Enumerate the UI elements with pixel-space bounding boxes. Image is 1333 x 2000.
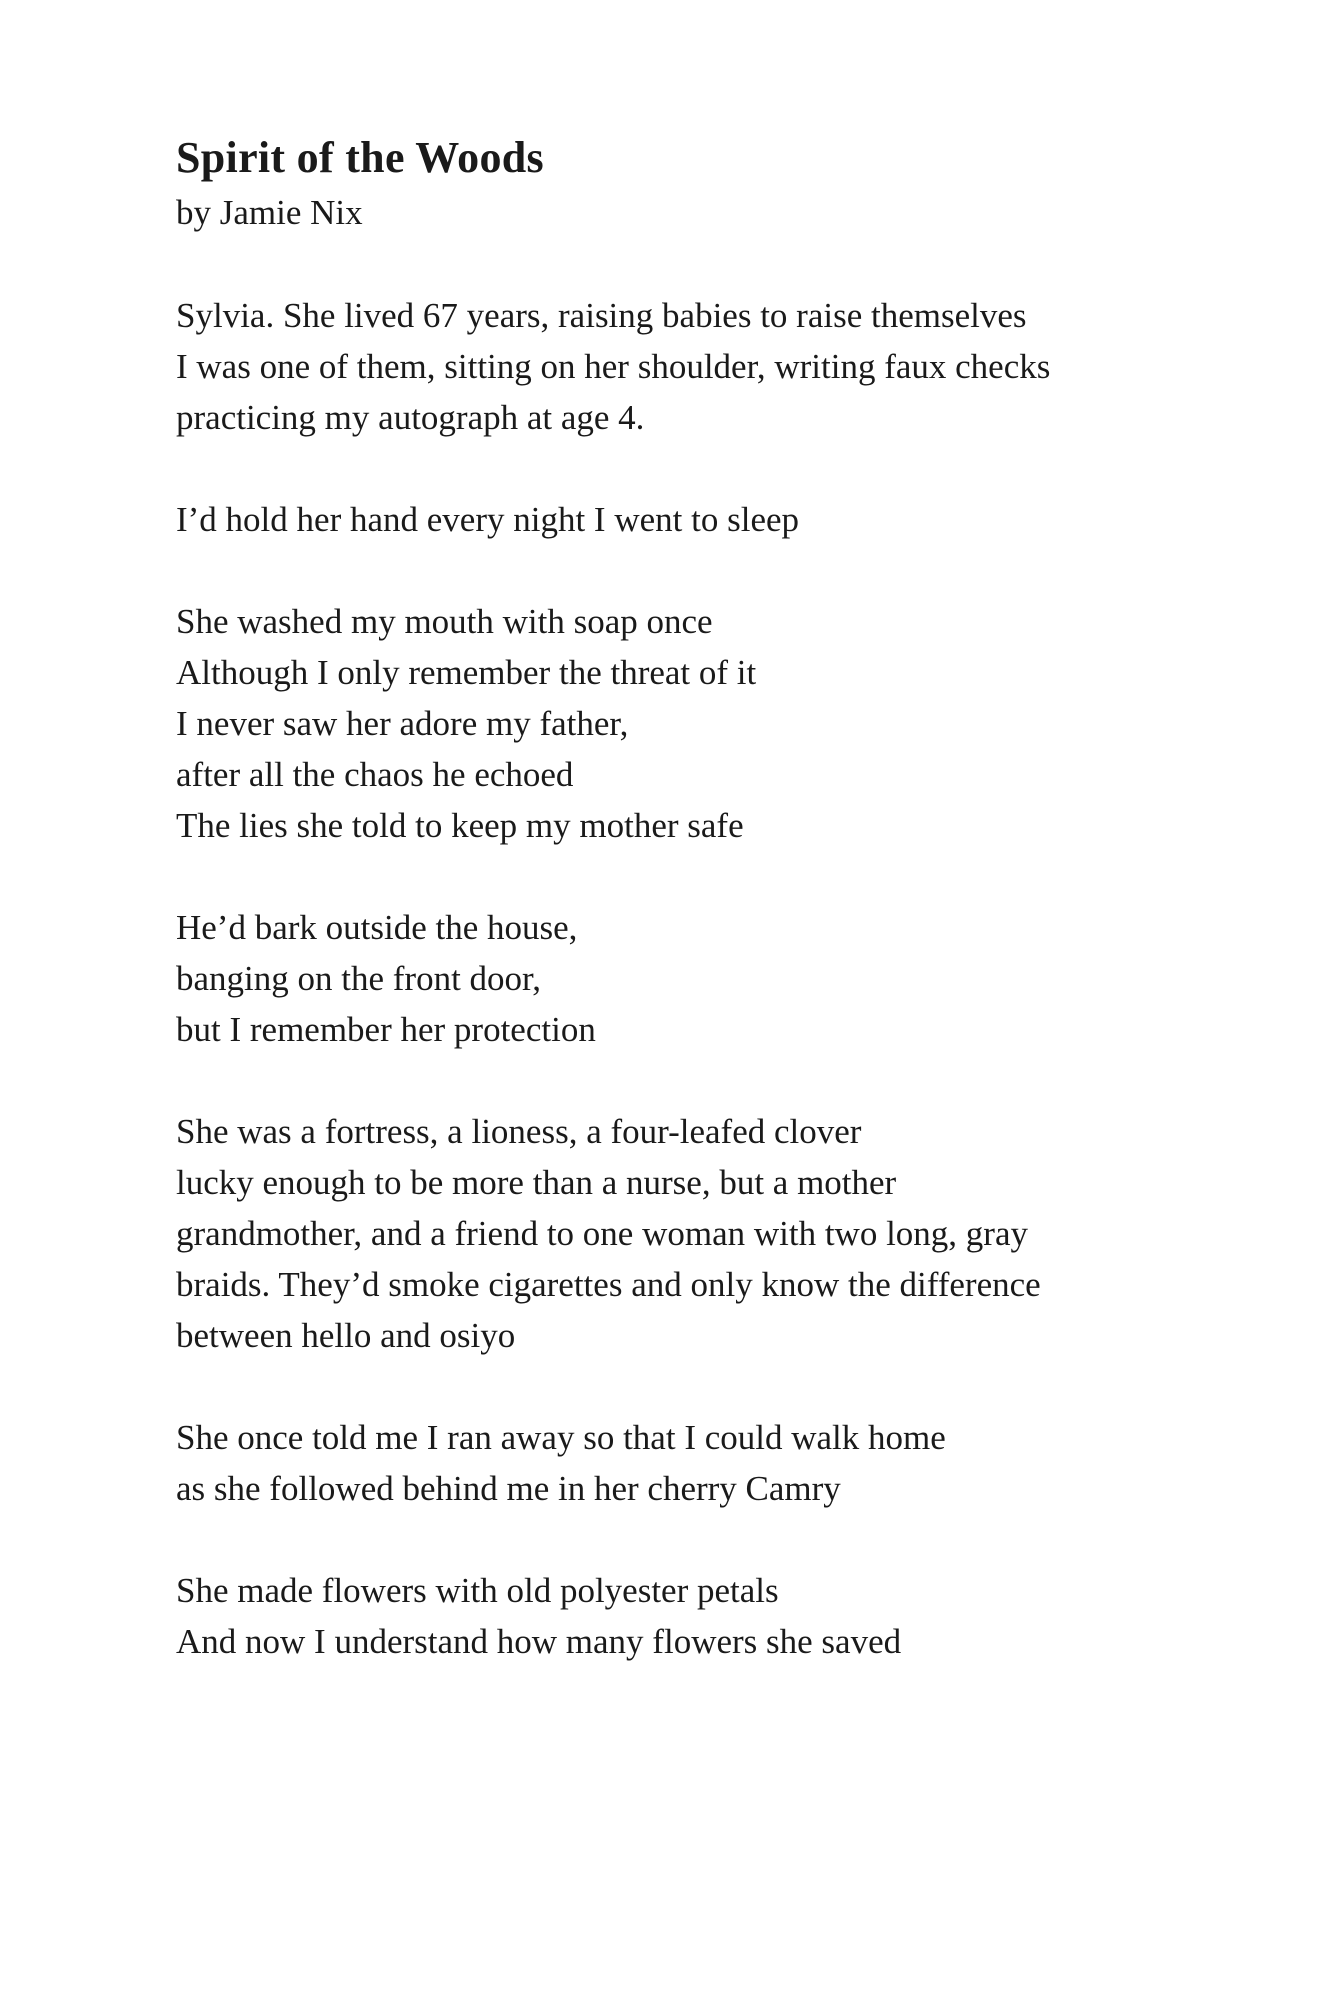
poem-line: banging on the front door, bbox=[176, 959, 542, 998]
poem-line: He’d bark outside the house, bbox=[176, 908, 578, 947]
poem-line: She made flowers with old polyester petals bbox=[176, 1571, 779, 1610]
stanza-5 bbox=[176, 1106, 1276, 1361]
poem-line: but I remember her protection bbox=[176, 1010, 596, 1049]
poem-line: She was a fortress, a lioness, a four-leafed clover bbox=[176, 1112, 862, 1151]
poem-line: Although I only remember the threat of it bbox=[176, 653, 757, 692]
poem-line: She washed my mouth with soap once bbox=[176, 602, 713, 641]
poem-line: And now I understand how many flowers she saved bbox=[176, 1622, 902, 1661]
poem-page bbox=[176, 128, 1276, 1718]
poem-title: Spirit of the Woods bbox=[176, 133, 544, 182]
poem-line: Sylvia. She lived 67 years, raising babies to raise themselves bbox=[176, 296, 1027, 335]
poem-line: She once told me I ran away so that I could walk home bbox=[176, 1418, 946, 1457]
poem-line: braids. They’d smoke cigarettes and only know the difference bbox=[176, 1265, 1041, 1304]
stanza-6 bbox=[176, 1412, 1276, 1514]
poem-line: I was one of them, sitting on her shoulder, writing faux checks bbox=[176, 347, 1051, 386]
stanza-3 bbox=[176, 596, 1276, 851]
poem-line: grandmother, and a friend to one woman with two long, gray bbox=[176, 1214, 1028, 1253]
stanza-4 bbox=[176, 902, 1276, 1055]
poem-line: between hello and osiyo bbox=[176, 1316, 516, 1355]
stanza-1 bbox=[176, 290, 1276, 443]
poem-line: as she followed behind me in her cherry Camry bbox=[176, 1469, 841, 1508]
poem-line: lucky enough to be more than a nurse, but a mother bbox=[176, 1163, 897, 1202]
stanza-7 bbox=[176, 1565, 1276, 1667]
poem-byline: by Jamie Nix bbox=[176, 193, 363, 232]
poem-line: after all the chaos he echoed bbox=[176, 755, 574, 794]
poem-line: practicing my autograph at age 4. bbox=[176, 398, 645, 437]
poem-line: The lies she told to keep my mother safe bbox=[176, 806, 744, 845]
poem-line: I’d hold her hand every night I went to sleep bbox=[176, 500, 800, 539]
poem-line: I never saw her adore my father, bbox=[176, 704, 629, 743]
stanza-2 bbox=[176, 494, 1276, 545]
